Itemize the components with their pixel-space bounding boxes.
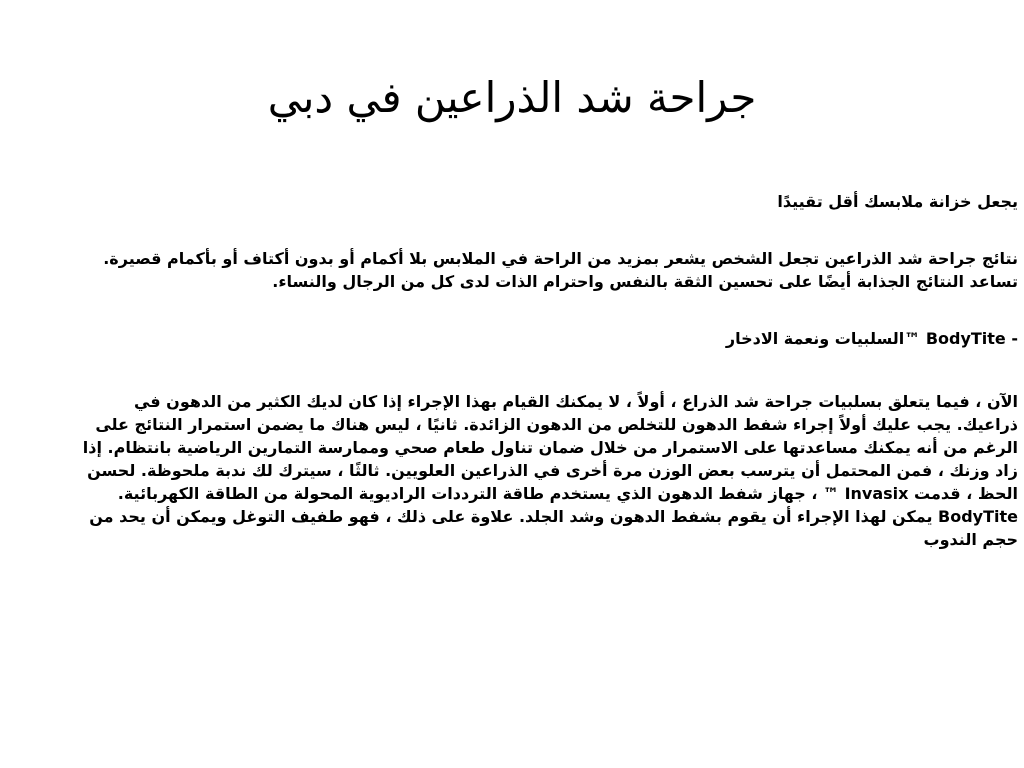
slide-body	[68, 190, 1018, 551]
paragraph-drawbacks: الآن ، فيما يتعلق بسلبيات جراحة شد الذراع ، أولاً ، لا يمكنك القيام بهذا الإجراء إذا كان لديك الكثير من الدهون في ذراعيك. يجب عليك أولاً إجراء شفط الدهون للتخلص من الدهون الزائدة. ثانيًا ، ليس هناك ما يضمن استمرار النتائج على الرغم من أنه يمكنك مساعدتها على الاستمرار من خلال ضمان تناول طعام صحي وممارسة التمارين الرياضية بانتظام. إذا زاد وزنك ، فمن المحتمل أن يترسب بعض الوزن مرة أخرى في الذراعين العلويين. ثالثًا ، سيترك لك ندبة ملحوظة. لحسن الحظ ، قدمت Invasix ™ ، جهاز شفط الدهون الذي يستخدم طاقة الترددات الراديوية المحولة من الطاقة الكهربائية. BodyTite يمكن لهذا الإجراء أن يقوم بشفط الدهون وشد الجلد. علاوة على ذلك ، فهو طفيف التوغل ويمكن أن يحد من حجم الندوب	[82, 392, 1018, 549]
paragraph-benefits: نتائج جراحة شد الذراعين تجعل الشخص يشعر بمزيد من الراحة في الملابس بلا أكمام أو بدون أكتاف أو بأكمام قصيرة. تساعد النتائج الجذابة أيضًا على تحسين الثقة بالنفس واحترام الذات لدى كل من الرجال والنساء.	[103, 249, 1018, 291]
slide-title: جراحة شد الذراعين في دبي	[267, 73, 757, 122]
paragraph-heading-bodytite: - BodyTite ™السلبيات ونعمة الادخار	[725, 329, 1018, 348]
paragraph-subtitle: يجعل خزانة ملابسك أقل تقييدًا	[777, 192, 1018, 211]
